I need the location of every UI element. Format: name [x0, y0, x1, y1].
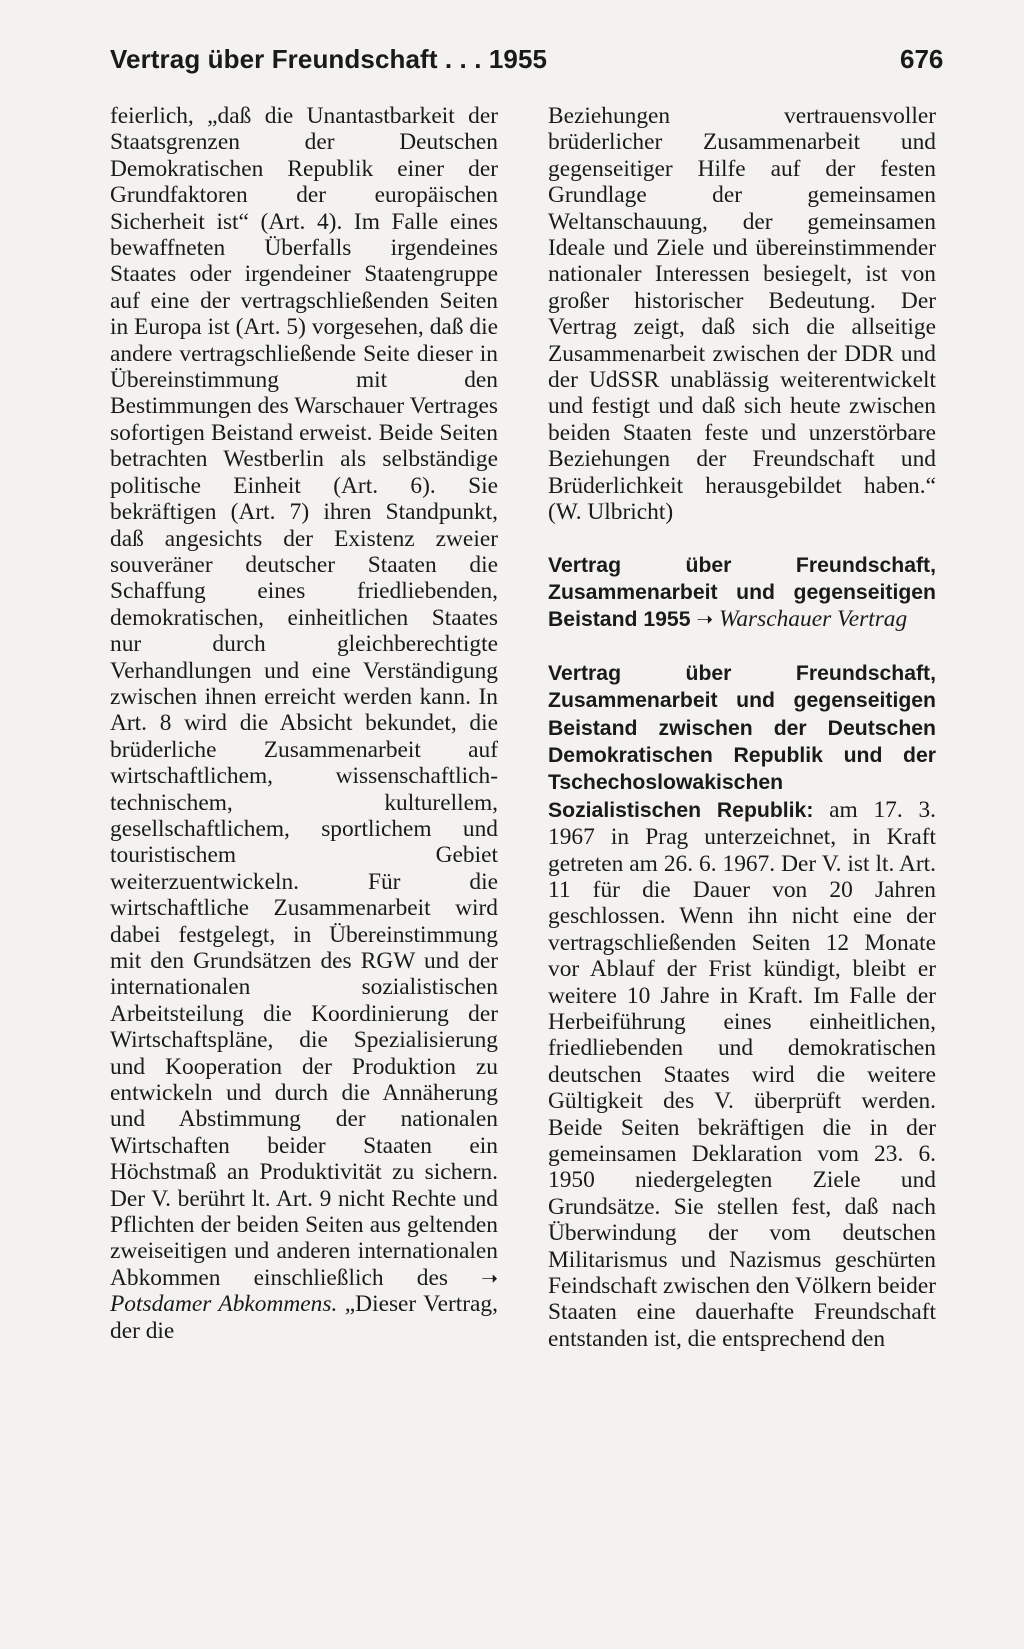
cross-reference-link[interactable]: Potsdamer Abkommens. [110, 1291, 338, 1318]
entry-ddr-cssr-treaty [548, 660, 936, 1353]
entry-headword: Vertrag über Freundschaft, Zusammenarbeit und gegenseitigen Beistand zwischen der Deutschen Demokratischen Republik und der Tschechoslowakischen Sozialistischen Republik: [548, 661, 936, 822]
entry-warschauer-reference [548, 552, 936, 634]
cross-reference-link[interactable]: Warschauer Vertrag [718, 606, 908, 633]
cross-reference-arrow-icon: ➝ [481, 1265, 498, 1290]
entry-continuation [110, 103, 498, 1344]
running-header-title: Vertrag über Freundschaft . . . 1955 [110, 44, 548, 74]
entry-text: am 17. 3. 1967 in Prag unterzeichnet, in Kraft getreten am 26. 6. 1967. Der V. ist lt. Art. 11 für die Dauer von 20 Jahren geschlossen. Wenn ihn nicht eine der vertragschließenden Seiten 12 Monate vor Ablauf der Frist kündigt, bleibt er weitere 10 Jahre in Kraft. Im Falle der Herbeiführung eines einheitlichen, friedliebenden und demokratischen deutschen Staates wird die weitere Gültigkeit des V. überprüft werden. Beide Seiten bekräftigen die in der gemeinsamen Deklaration vom 23. 6. 1950 niedergelegten Ziele und Grundsätze. Sie stellen fest, daß nach Überwindung der vom deutschen Militarismus und Nazismus geschürten Feindschaft zwischen den Völkern beider Staaten eine dauerhafte Freundschaft entstanden ist, die entsprechend den [548, 796, 936, 1352]
cross-reference-arrow-icon: ➝ [696, 607, 714, 632]
page-number: 676 [900, 44, 944, 74]
left-column [110, 103, 498, 1344]
body-text: feierlich, „daß die Unantastbarkeit der Staatsgrenzen der Deutschen Demokratischen Republik einer der Grundfaktoren der europäischen Sicherheit ist“ (Art. 4). Im Falle eines bewaffneten Überfalls irgendeines Staates oder irgendeiner Staatengruppe auf eine der vertragschließenden Seiten in Europa ist (Art. 5) vorgesehen, daß die andere vertragschließende Seite dieser in Übereinstimmung mit den Bestimmungen des Warschauer Vertrages sofortigen Beistand erweist. Beide Seiten betrachten Westberlin als selbständige politische Einheit (Art. 6). Sie bekräftigen (Art. 7) ihren Standpunkt, daß angesichts der Existenz zweier souveräner deutscher Staaten die Schaffung eines friedliebenden, demokratischen, einheitlichen Staates nur durch gleichberechtigte Verhandlungen und eine Verständigung zwischen ihnen erreicht werden kann. In Art. 8 wird die Absicht bekundet, die brüderliche Zusammenarbeit auf wirtschaftlichem, wissenschaftlich-technischem, kulturellem, gesellschaftlichem, sportlichem und touristischem Gebiet weiterzuentwickeln. Für die wirtschaftliche Zusammenarbeit wird dabei festgelegt, in Übereinstimmung mit den Grundsätzen des RGW und der internationalen sozialistischen Arbeitsteilung die Koordinierung der Wirtschaftspläne, die Spezialisierung und Kooperation der Produktion zu entwickeln und durch die Annäherung und Abstimmung der nationalen Wirtschaften beider Staaten ein Höchstmaß an Produktivität zu sichern. Der V. berührt lt. Art. 9 nicht Rechte und Pflichten der beiden Seiten aus geltenden zweiseitigen und anderen internationalen Abkommen einschließlich des [110, 103, 498, 1291]
body-text: „Dieser Vertrag, der die [110, 1291, 498, 1344]
entry-headword: Vertrag über Freundschaft, Zusammenarbeit und gegenseitigen Beistand 1955 [548, 553, 936, 632]
right-column [548, 103, 936, 1352]
entry-continuation: Beziehungen vertrauensvoller brüderlicher Zusammenarbeit und gegenseitiger Hilfe auf der festen Grundlage der gemeinsamen Weltanschauung, der gemeinsamen Ideale und Ziele und übereinstimmender nationaler Interessen besiegelt, ist von großer historischer Bedeutung. Der Vertrag zeigt, daß sich die allseitige Zusammenarbeit zwischen der DDR und der UdSSR unablässig weiterentwickelt und festigt und daß sich heute zwischen beiden Staaten feste und unzerstörbare Beziehungen der Freundschaft und Brüderlichkeit herausgebildet haben.“ (W. Ulbricht) [548, 103, 936, 526]
